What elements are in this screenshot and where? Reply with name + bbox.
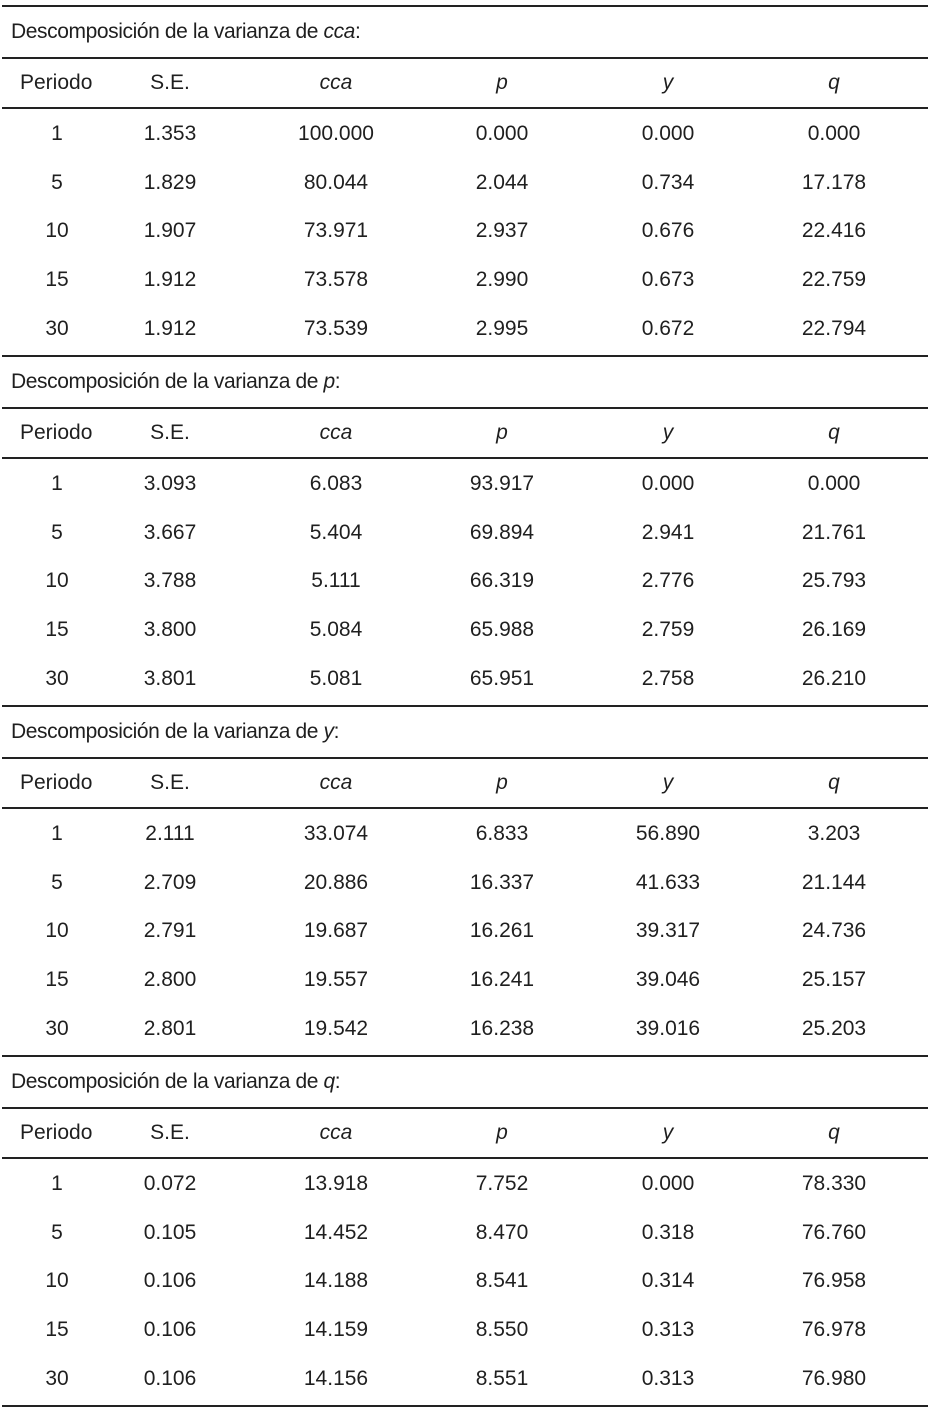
table-cell: 2.937 — [475, 219, 529, 243]
table-title-variable: y — [323, 719, 334, 743]
table-cell: 3.203 — [807, 822, 861, 846]
variance-decomposition-document — [2, 0, 928, 1407]
table-cell: 5.081 — [309, 666, 363, 690]
table-cell: 14.156 — [303, 1366, 369, 1390]
table-cell: 1.912 — [143, 316, 197, 340]
table-cell: 2.995 — [475, 316, 529, 340]
column-header-cca: cca — [319, 1120, 353, 1144]
table-cell: 14.159 — [303, 1317, 369, 1341]
table-cell: 0.000 — [641, 122, 695, 146]
table-title — [2, 707, 928, 759]
table-cell: 2.791 — [143, 919, 197, 943]
table-row — [2, 859, 928, 908]
table-cell: 20.886 — [303, 870, 369, 894]
table-title-prefix: Descomposición de la varianza de — [11, 369, 324, 393]
table-cell: 73.539 — [303, 316, 369, 340]
table-cell: 30 — [45, 316, 69, 340]
decomposition-table — [2, 705, 928, 1055]
table-cell: 0.106 — [143, 1269, 197, 1293]
table-cell: 26.210 — [801, 666, 867, 690]
table-cell: 1.912 — [143, 268, 197, 292]
column-header-cca: cca — [319, 420, 353, 444]
table-cell: 16.337 — [469, 870, 535, 894]
table-cell: 16.241 — [469, 968, 535, 992]
column-header-q: q — [828, 1120, 840, 1144]
table-cell: 2.758 — [641, 666, 695, 690]
table-row — [2, 1209, 928, 1258]
decomposition-table — [2, 5, 928, 355]
table-cell: 5.111 — [311, 569, 361, 593]
table-cell: 19.557 — [303, 968, 369, 992]
table-row — [2, 557, 928, 606]
table-cell: 10 — [45, 569, 69, 593]
table-cell: 0.106 — [143, 1366, 197, 1390]
table-cell: 15 — [45, 268, 69, 292]
table-cell: 30 — [45, 666, 69, 690]
table-cell: 16.238 — [469, 1016, 535, 1040]
table-cell: 16.261 — [469, 919, 535, 943]
table-cell: 0.000 — [807, 472, 861, 496]
table-cell: 2.990 — [475, 268, 529, 292]
table-title-variable: p — [323, 369, 335, 393]
column-header-cca: cca — [319, 770, 353, 794]
table-row — [2, 810, 928, 859]
table-row — [2, 509, 928, 558]
column-header-q: q — [828, 420, 840, 444]
table-cell: 0.106 — [143, 1317, 197, 1341]
table-cell: 15 — [45, 618, 69, 642]
table-cell: 22.794 — [801, 316, 867, 340]
table-cell: 15 — [45, 1317, 69, 1341]
table-cell: 80.044 — [303, 170, 369, 194]
table-header-row — [2, 59, 928, 109]
table-row — [2, 256, 928, 305]
table-cell: 2.044 — [475, 170, 529, 194]
table-cell: 15 — [45, 968, 69, 992]
column-header-se: S.E. — [150, 770, 190, 794]
table-cell: 0.314 — [641, 1269, 695, 1293]
table-cell: 5 — [51, 520, 63, 544]
table-cell: 0.672 — [641, 316, 695, 340]
table-cell: 14.188 — [303, 1269, 369, 1293]
table-cell: 8.551 — [475, 1366, 529, 1390]
table-header-row — [2, 1109, 928, 1159]
column-header-y: y — [662, 71, 674, 94]
table-cell: 73.971 — [303, 219, 369, 243]
column-header-periodo: Periodo — [20, 420, 93, 444]
table-title-suffix: : — [333, 719, 340, 743]
table-title-variable: q — [323, 1069, 335, 1093]
table-cell: 24.736 — [801, 919, 867, 943]
table-cell: 100.000 — [298, 122, 374, 146]
table-cell: 14.452 — [303, 1220, 369, 1244]
table-cell: 1 — [51, 822, 63, 846]
table-row — [2, 907, 928, 956]
column-header-se: S.E. — [150, 420, 190, 444]
table-cell: 5 — [51, 170, 63, 194]
table-cell: 19.687 — [303, 919, 369, 943]
table-cell: 2.800 — [143, 968, 197, 992]
table-cell: 10 — [45, 219, 69, 243]
table-title-suffix: : — [334, 1069, 341, 1093]
column-header-y: y — [662, 420, 674, 444]
table-row — [2, 1004, 928, 1053]
decomposition-table — [2, 1055, 928, 1407]
table-cell: 78.330 — [801, 1172, 867, 1196]
column-header-y: y — [662, 1120, 674, 1144]
table-cell: 22.416 — [801, 219, 867, 243]
table-row — [2, 159, 928, 208]
table-cell: 25.157 — [801, 968, 867, 992]
table-cell: 22.759 — [801, 268, 867, 292]
table-cell: 0.000 — [641, 1172, 695, 1196]
column-header-p: p — [496, 71, 508, 94]
table-title — [2, 1057, 928, 1109]
table-cell: 0.000 — [475, 122, 529, 146]
table-cell: 2.941 — [641, 520, 695, 544]
table-title-prefix: Descomposición de la varianza de — [11, 20, 324, 43]
table-cell: 5.404 — [309, 520, 363, 544]
table-cell: 21.144 — [801, 870, 867, 894]
table-cell: 8.550 — [475, 1317, 529, 1341]
table-row — [2, 304, 928, 353]
table-row — [2, 207, 928, 256]
table-cell: 76.760 — [801, 1220, 867, 1244]
table-cell: 8.541 — [475, 1269, 529, 1293]
table-cell: 1 — [51, 122, 63, 146]
column-header-periodo: Periodo — [20, 71, 93, 94]
column-header-p: p — [496, 770, 508, 794]
table-cell: 0.734 — [641, 170, 695, 194]
table-cell: 5 — [51, 1220, 63, 1244]
column-header-periodo: Periodo — [20, 1120, 93, 1144]
table-cell: 3.801 — [143, 666, 197, 690]
table-row — [2, 1257, 928, 1306]
table-cell: 2.801 — [143, 1016, 197, 1040]
table-cell: 66.319 — [469, 569, 535, 593]
table-cell: 65.988 — [469, 618, 535, 642]
table-cell: 25.793 — [801, 569, 867, 593]
table-cell: 0.000 — [807, 122, 861, 146]
table-cell: 76.980 — [801, 1366, 867, 1390]
column-header-p: p — [496, 1120, 508, 1144]
table-cell: 73.578 — [303, 268, 369, 292]
table-cell: 0.000 — [641, 472, 695, 496]
table-row — [2, 1354, 928, 1403]
table-header-row — [2, 409, 928, 459]
table-cell: 2.111 — [145, 822, 195, 846]
table-cell: 0.313 — [641, 1317, 695, 1341]
table-body — [2, 809, 928, 1055]
table-row — [2, 1306, 928, 1355]
table-row — [2, 460, 928, 509]
table-row — [2, 110, 928, 159]
table-cell: 3.800 — [143, 618, 197, 642]
table-row — [2, 606, 928, 655]
table-body — [2, 459, 928, 705]
table-cell: 3.788 — [143, 569, 197, 593]
table-cell: 2.709 — [143, 870, 197, 894]
table-cell: 26.169 — [801, 618, 867, 642]
table-cell: 39.016 — [635, 1016, 701, 1040]
table-cell: 10 — [45, 919, 69, 943]
table-cell: 17.178 — [801, 170, 867, 194]
column-header-periodo: Periodo — [20, 770, 93, 794]
table-cell: 3.667 — [143, 520, 197, 544]
table-cell: 1.829 — [143, 170, 197, 194]
table-body — [2, 1159, 928, 1405]
table-cell: 13.918 — [303, 1172, 369, 1196]
column-header-q: q — [828, 71, 840, 94]
table-cell: 5 — [51, 870, 63, 894]
column-header-y: y — [662, 770, 674, 794]
table-cell: 2.759 — [641, 618, 695, 642]
table-cell: 33.074 — [303, 822, 369, 846]
column-header-p: p — [496, 420, 508, 444]
table-cell: 25.203 — [801, 1016, 867, 1040]
table-cell: 69.894 — [469, 520, 535, 544]
table-cell: 1.353 — [143, 122, 197, 146]
table-cell: 56.890 — [635, 822, 701, 846]
table-cell: 76.978 — [801, 1317, 867, 1341]
table-header-row — [2, 759, 928, 809]
table-cell: 8.470 — [475, 1220, 529, 1244]
table-cell: 6.833 — [475, 822, 529, 846]
table-cell: 93.917 — [469, 472, 535, 496]
table-cell: 65.951 — [469, 666, 535, 690]
table-title-variable: cca — [323, 20, 355, 43]
table-cell: 2.776 — [641, 569, 695, 593]
table-cell: 76.958 — [801, 1269, 867, 1293]
column-header-se: S.E. — [150, 1120, 190, 1144]
table-row — [2, 654, 928, 703]
table-title-suffix: : — [354, 20, 361, 43]
table-cell: 30 — [45, 1016, 69, 1040]
table-row — [2, 956, 928, 1005]
column-header-cca: cca — [319, 71, 353, 94]
table-title-suffix: : — [334, 369, 341, 393]
table-cell: 1 — [51, 1172, 63, 1196]
table-cell: 19.542 — [303, 1016, 369, 1040]
table-cell: 0.105 — [143, 1220, 197, 1244]
table-cell: 3.093 — [143, 472, 197, 496]
table-cell: 0.673 — [641, 268, 695, 292]
table-title-prefix: Descomposición de la varianza de — [11, 719, 324, 743]
table-title-prefix: Descomposición de la varianza de — [11, 1069, 324, 1093]
table-cell: 21.761 — [801, 520, 867, 544]
table-cell: 7.752 — [475, 1172, 529, 1196]
table-cell: 1.907 — [143, 219, 197, 243]
table-cell: 0.676 — [641, 219, 695, 243]
table-cell: 30 — [45, 1366, 69, 1390]
table-cell: 39.046 — [635, 968, 701, 992]
table-cell: 39.317 — [635, 919, 701, 943]
table-title — [2, 7, 928, 59]
decomposition-table — [2, 355, 928, 705]
table-row — [2, 1160, 928, 1209]
table-cell: 5.084 — [309, 618, 363, 642]
column-header-q: q — [828, 770, 840, 794]
table-cell: 0.313 — [641, 1366, 695, 1390]
table-cell: 1 — [51, 472, 63, 496]
table-cell: 0.318 — [641, 1220, 695, 1244]
table-cell: 0.072 — [143, 1172, 197, 1196]
table-cell: 6.083 — [309, 472, 363, 496]
table-cell: 10 — [45, 1269, 69, 1293]
column-header-se: S.E. — [150, 71, 190, 94]
table-body — [2, 109, 928, 355]
table-title — [2, 357, 928, 409]
table-cell: 41.633 — [635, 870, 701, 894]
